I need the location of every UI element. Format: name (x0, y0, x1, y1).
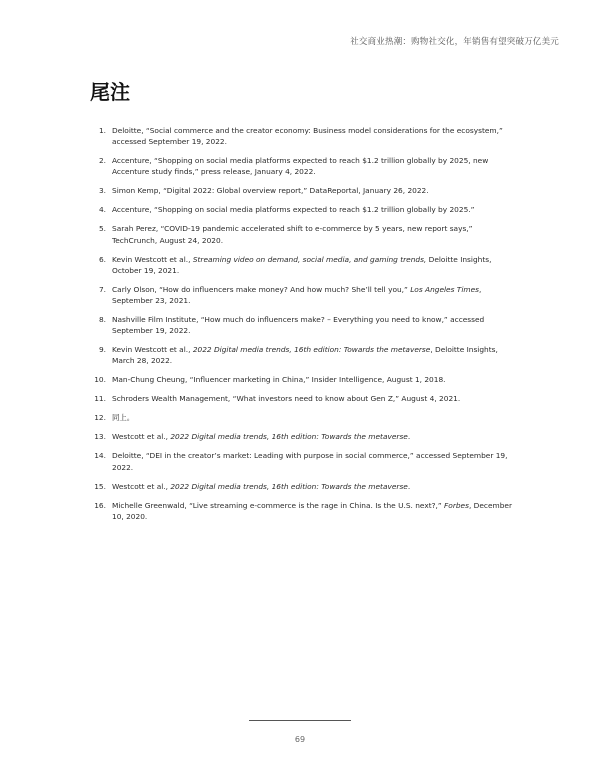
endnote-text (106, 314, 520, 336)
endnote-text (106, 204, 520, 215)
endnote-number: 11. (94, 394, 106, 404)
page-title: 尾注 (90, 80, 130, 104)
endnote-item (90, 155, 520, 177)
endnote-italic-title: Streaming video on demand, social media, and gaming trends, (192, 254, 427, 264)
endnote-number: 2. (98, 156, 106, 166)
endnote-text-segment: Kevin Westcott et al., (112, 345, 193, 355)
endnote-italic-title: 2022 Digital media trends, 16th edition: Towards the metaverse (192, 345, 431, 355)
endnote-number: 5. (98, 224, 106, 234)
endnote-text (106, 481, 520, 492)
endnote-item (90, 204, 520, 215)
endnotes-list (90, 125, 520, 530)
endnote-number: 9. (98, 345, 106, 355)
endnote-text-segment: Michelle Greenwald, “Live streaming e-commerce is the rage in China. Is the U.S. next?,” (112, 500, 445, 510)
endnote-text (106, 393, 520, 404)
endnote-text-segment: Carly Olson, “How do influencers make money? And how much? She’ll tell you,” (112, 284, 411, 294)
endnote-item (90, 450, 520, 472)
endnote-item (90, 393, 520, 404)
endnote-number: 15. (94, 481, 106, 491)
endnote-text-segment: Kevin Westcott et al., (112, 254, 193, 264)
endnote-number: 10. (94, 375, 106, 385)
endnote-text-segment: , September 23, 2021. (112, 284, 482, 306)
endnote-number: 12. (94, 413, 106, 423)
endnote-item (90, 185, 520, 196)
endnote-number: 6. (98, 254, 106, 264)
endnote-item (90, 125, 520, 147)
endnote-text-segment: Deloitte, “Social commerce and the creator economy: Business model considerations for the ecosystem,” accessed September 19, 2022. (112, 126, 503, 147)
endnote-text (106, 412, 520, 423)
endnote-text-segment: Deloitte, “DEI in the creator’s market: Leading with purpose in social commerce,” accessed September 19, 2022. (112, 451, 508, 472)
endnote-text-segment: Nashville Film Institute, “How much do influencers make? – Everything you need to know,” accessed September 19, 2022. (112, 315, 485, 336)
endnote-text-segment: Man-Chung Cheung, “Influencer marketing in China,” Insider Intelligence, August 1, 2018. (112, 375, 446, 385)
endnote-text (106, 185, 520, 196)
endnote-item (90, 481, 520, 492)
endnote-text-segment: Accenture, “Shopping on social media platforms expected to reach $1.2 trillion globally by 2025.” (112, 205, 475, 215)
endnote-text-segment: 同上。 (112, 413, 135, 423)
endnote-number: 14. (94, 451, 106, 461)
endnote-text-segment: Simon Kemp, “Digital 2022: Global overview report,” DataReportal, January 26, 2022. (112, 186, 429, 196)
endnote-text-segment: Westcott et al., (112, 432, 171, 442)
endnote-text (106, 155, 520, 177)
endnote-number: 1. (98, 126, 106, 135)
endnote-text-segment: . (407, 432, 411, 442)
endnote-text (106, 450, 520, 472)
endnote-text-segment: Deloitte Insights, October 19, 2021. (112, 254, 492, 275)
endnote-item (90, 500, 520, 522)
endnote-item (90, 412, 520, 423)
endnote-number: 4. (98, 205, 106, 215)
endnote-number: 3. (98, 186, 106, 196)
endnote-item (90, 344, 520, 366)
endnote-italic-title: Los Angeles Times (410, 284, 479, 294)
endnote-item (90, 284, 520, 306)
endnote-item (90, 431, 520, 442)
endnote-text (106, 125, 520, 147)
endnote-text-segment: Schroders Wealth Management, “What investors need to know about Gen Z,” August 4, 2021. (112, 394, 461, 404)
endnote-text-segment: , December 10, 2020. (112, 500, 512, 521)
endnote-text (106, 344, 520, 366)
footer-divider (249, 720, 351, 721)
endnote-text-segment: Westcott et al., (112, 481, 171, 491)
endnote-number: 7. (98, 284, 106, 294)
endnote-text (106, 223, 520, 245)
endnote-text-segment: Sarah Perez, “COVID-19 pandemic accelerated shift to e-commerce by 5 years, new report says,” TechCrunch, August 24, 2020. (112, 224, 473, 245)
running-header: 社交商业热潮：购物社交化，年销售有望突破万亿美元 (350, 37, 559, 47)
endnote-text-segment: Accenture, “Shopping on social media platforms expected to reach $1.2 trillion globally by 2025, new Accenture study finds,” press release, January 4, 2022. (112, 156, 489, 177)
endnote-item (90, 254, 520, 276)
endnote-number: 8. (98, 315, 106, 325)
endnote-text (106, 254, 520, 276)
endnote-item (90, 314, 520, 336)
endnote-item (90, 374, 520, 385)
endnote-text (106, 284, 520, 306)
endnote-text-segment: . (407, 481, 411, 491)
endnote-number: 13. (94, 432, 106, 442)
endnote-italic-title: Forbes (444, 500, 469, 510)
endnote-item (90, 223, 520, 245)
endnote-italic-title: 2022 Digital media trends, 16th edition: Towards the metaverse (170, 432, 408, 442)
endnote-text (106, 374, 520, 385)
endnote-text-segment: , Deloitte Insights, March 28, 2022. (112, 345, 498, 366)
endnote-italic-title: 2022 Digital media trends, 16th edition: Towards the metaverse (170, 481, 408, 491)
endnote-number: 16. (94, 500, 106, 510)
endnote-text (106, 500, 520, 522)
page-number: 69 (294, 735, 306, 744)
endnote-text (106, 431, 520, 442)
